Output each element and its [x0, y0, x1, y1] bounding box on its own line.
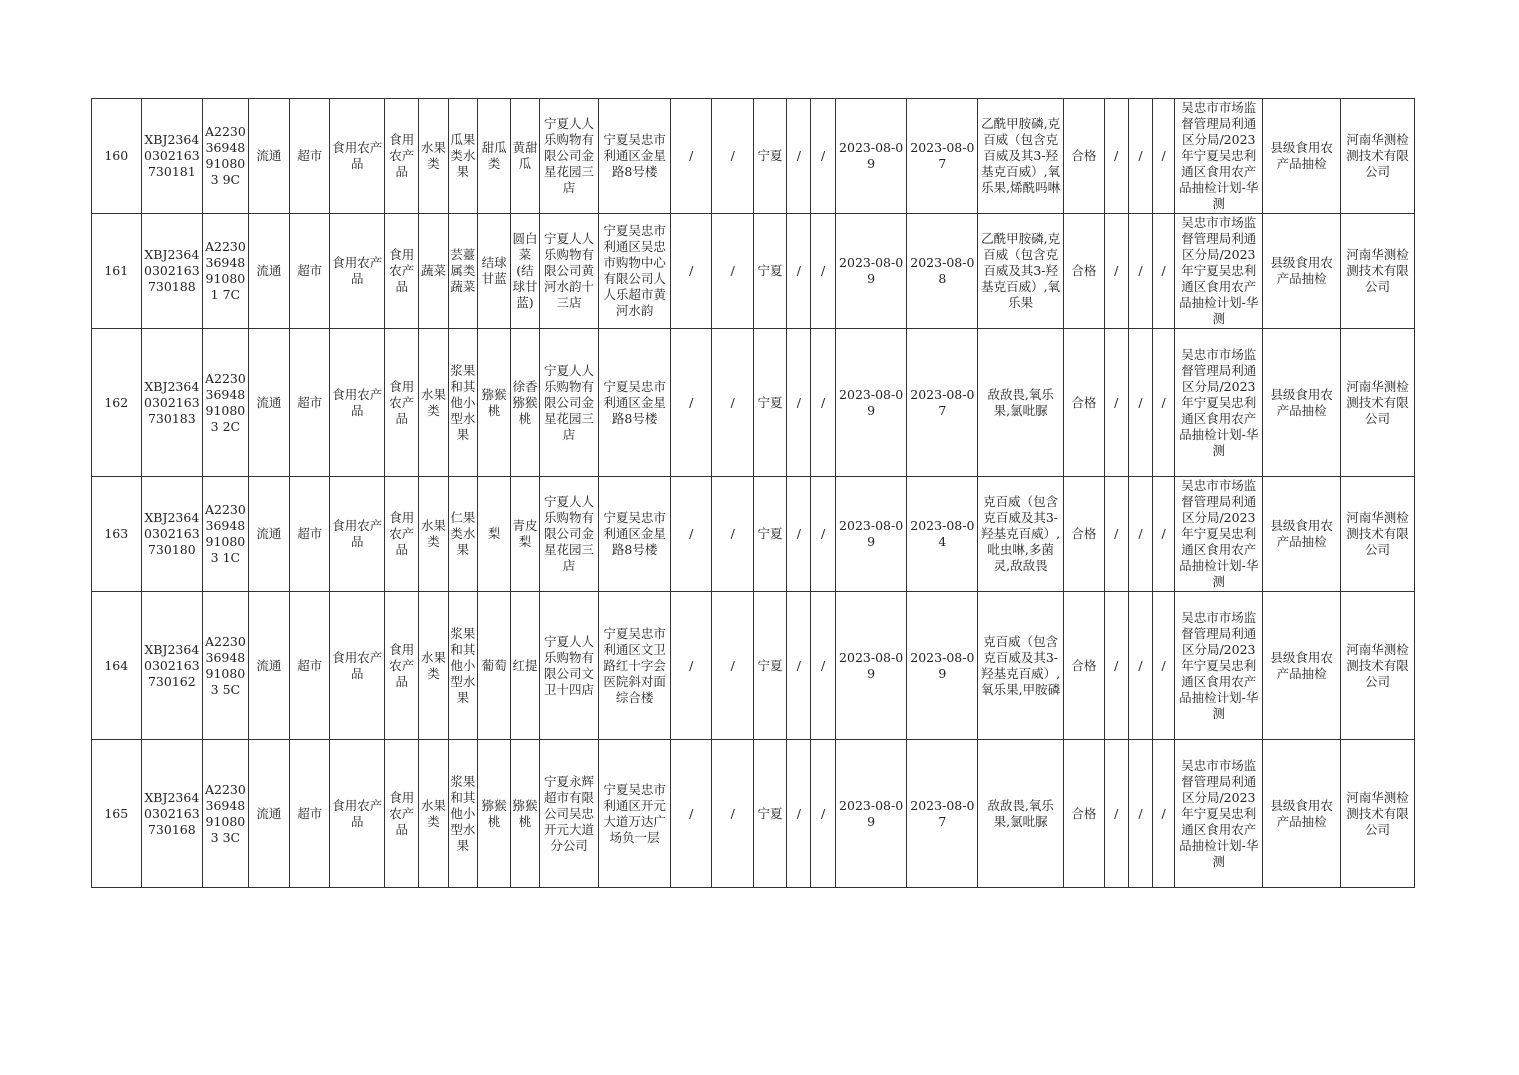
- blank-cell: /: [1153, 477, 1175, 592]
- production-date-cell: 2023-08-07: [907, 740, 978, 888]
- food-class-4-cell: 浆果和其他小型水果: [448, 329, 477, 477]
- brand-cell: /: [712, 477, 753, 592]
- link-cell: 流通: [248, 329, 289, 477]
- food-class-4-cell: 浆果和其他小型水果: [448, 592, 477, 740]
- seller-cell: 宁夏永辉超市有限公司吴忠开元大道分公司: [539, 740, 599, 888]
- result-cell: 合格: [1064, 592, 1104, 740]
- site-cell: 超市: [290, 740, 330, 888]
- blank-cell: /: [787, 477, 811, 592]
- origin-cell: 宁夏: [753, 592, 786, 740]
- blank-cell: /: [1104, 329, 1128, 477]
- sample-no-cell: XBJ23640302163730180: [141, 477, 203, 592]
- table-row: [92, 592, 1415, 740]
- blank-cell: /: [1104, 592, 1128, 740]
- food-class-1-cell: 食用农产品: [330, 592, 385, 740]
- blank-cell: /: [1128, 740, 1152, 888]
- blank-cell: /: [1153, 214, 1175, 329]
- test-items-cell: 敌敌畏,氧乐果,氯吡脲: [978, 329, 1064, 477]
- food-class-3-cell: 水果类: [419, 477, 448, 592]
- food-name-cell: 猕猴桃: [478, 329, 511, 477]
- blank-cell: /: [1104, 99, 1128, 214]
- lab-cell: 河南华测检测技术有限公司: [1341, 214, 1415, 329]
- lab-cell: 河南华测检测技术有限公司: [1341, 740, 1415, 888]
- lab-cell: 河南华测检测技术有限公司: [1341, 477, 1415, 592]
- food-name-cell: 结球甘蓝: [478, 214, 511, 329]
- table-row: [92, 477, 1415, 592]
- report-no-cell: A223036948910801 7C: [203, 214, 248, 329]
- sampling-type-cell: 县级食用农产品抽检: [1263, 99, 1341, 214]
- result-cell: 合格: [1064, 329, 1104, 477]
- blank-cell: /: [811, 99, 835, 214]
- sample-name-cell: 圆白菜(结球甘蓝): [511, 214, 539, 329]
- origin-cell: 宁夏: [753, 214, 786, 329]
- brand-cell: /: [712, 740, 753, 888]
- seller-address-cell: 宁夏吴忠市利通区吴忠市购物中心有限公司人人乐超市黄河水韵: [599, 214, 671, 329]
- plan-cell: 吴忠市市场监督管理局利通区分局/2023年宁夏吴忠利通区食用农产品抽检计划-华测: [1175, 740, 1263, 888]
- sampling-results-table: [91, 98, 1415, 888]
- sample-date-cell: 2023-08-09: [835, 740, 907, 888]
- blank-cell: /: [787, 329, 811, 477]
- sample-no-cell: XBJ23640302163730188: [141, 214, 203, 329]
- result-cell: 合格: [1064, 477, 1104, 592]
- food-name-cell: 甜瓜类: [478, 99, 511, 214]
- food-class-4-cell: 仁果类水果: [448, 477, 477, 592]
- sampling-type-cell: 县级食用农产品抽检: [1263, 329, 1341, 477]
- food-class-3-cell: 水果类: [419, 329, 448, 477]
- food-class-4-cell: 瓜果类水果: [448, 99, 477, 214]
- brand-cell: /: [712, 214, 753, 329]
- sampling-type-cell: 县级食用农产品抽检: [1263, 477, 1341, 592]
- seq-cell: 161: [92, 214, 142, 329]
- seller-cell: 宁夏人人乐购物有限公司金星花园三店: [539, 329, 599, 477]
- origin-cell: 宁夏: [753, 740, 786, 888]
- blank-cell: /: [787, 592, 811, 740]
- report-no-cell: A223036948910803 2C: [203, 329, 248, 477]
- spec-cell: /: [671, 477, 712, 592]
- plan-cell: 吴忠市市场监督管理局利通区分局/2023年宁夏吴忠利通区食用农产品抽检计划-华测: [1175, 99, 1263, 214]
- sampling-type-cell: 县级食用农产品抽检: [1263, 214, 1341, 329]
- sample-date-cell: 2023-08-09: [835, 329, 907, 477]
- food-name-cell: 猕猴桃: [478, 740, 511, 888]
- link-cell: 流通: [248, 214, 289, 329]
- sample-name-cell: 徐香猕猴桃: [511, 329, 539, 477]
- sample-no-cell: XBJ23640302163730181: [141, 99, 203, 214]
- blank-cell: /: [1153, 740, 1175, 888]
- production-date-cell: 2023-08-08: [907, 214, 978, 329]
- sample-no-cell: XBJ23640302163730168: [141, 740, 203, 888]
- blank-cell: /: [1104, 214, 1128, 329]
- seller-cell: 宁夏人人乐购物有限公司黄河水韵十三店: [539, 214, 599, 329]
- seller-address-cell: 宁夏吴忠市利通区文卫路红十字会医院斜对面综合楼: [599, 592, 671, 740]
- food-class-3-cell: 水果类: [419, 592, 448, 740]
- seller-address-cell: 宁夏吴忠市利通区开元大道万达广场负一层: [599, 740, 671, 888]
- report-no-cell: A223036948910803 3C: [203, 740, 248, 888]
- plan-cell: 吴忠市市场监督管理局利通区分局/2023年宁夏吴忠利通区食用农产品抽检计划-华测: [1175, 477, 1263, 592]
- site-cell: 超市: [290, 329, 330, 477]
- seller-address-cell: 宁夏吴忠市利通区金星路8号楼: [599, 99, 671, 214]
- brand-cell: /: [712, 592, 753, 740]
- test-items-cell: 乙酰甲胺磷,克百威（包含克百威及其3-羟基克百威）,氧乐果: [978, 214, 1064, 329]
- site-cell: 超市: [290, 214, 330, 329]
- food-class-1-cell: 食用农产品: [330, 740, 385, 888]
- seq-cell: 164: [92, 592, 142, 740]
- food-class-1-cell: 食用农产品: [330, 99, 385, 214]
- sampling-type-cell: 县级食用农产品抽检: [1263, 592, 1341, 740]
- site-cell: 超市: [290, 99, 330, 214]
- lab-cell: 河南华测检测技术有限公司: [1341, 592, 1415, 740]
- test-items-cell: 敌敌畏,氧乐果,氯吡脲: [978, 740, 1064, 888]
- blank-cell: /: [1104, 477, 1128, 592]
- sample-name-cell: 黄甜瓜: [511, 99, 539, 214]
- seller-cell: 宁夏人人乐购物有限公司金星花园三店: [539, 99, 599, 214]
- blank-cell: /: [811, 477, 835, 592]
- table-row: [92, 329, 1415, 477]
- table-row: [92, 99, 1415, 214]
- blank-cell: /: [811, 329, 835, 477]
- blank-cell: /: [1128, 592, 1152, 740]
- seller-address-cell: 宁夏吴忠市利通区金星路8号楼: [599, 329, 671, 477]
- link-cell: 流通: [248, 592, 289, 740]
- spec-cell: /: [671, 740, 712, 888]
- lab-cell: 河南华测检测技术有限公司: [1341, 99, 1415, 214]
- brand-cell: /: [712, 329, 753, 477]
- spec-cell: /: [671, 214, 712, 329]
- report-no-cell: A223036948910803 9C: [203, 99, 248, 214]
- food-class-1-cell: 食用农产品: [330, 329, 385, 477]
- seq-cell: 160: [92, 99, 142, 214]
- food-name-cell: 葡萄: [478, 592, 511, 740]
- blank-cell: /: [1153, 99, 1175, 214]
- food-class-4-cell: 芸薹属类蔬菜: [448, 214, 477, 329]
- production-date-cell: 2023-08-07: [907, 329, 978, 477]
- food-class-1-cell: 食用农产品: [330, 477, 385, 592]
- origin-cell: 宁夏: [753, 99, 786, 214]
- blank-cell: /: [1104, 740, 1128, 888]
- sample-name-cell: 红提: [511, 592, 539, 740]
- site-cell: 超市: [290, 477, 330, 592]
- plan-cell: 吴忠市市场监督管理局利通区分局/2023年宁夏吴忠利通区食用农产品抽检计划-华测: [1175, 329, 1263, 477]
- seller-cell: 宁夏人人乐购物有限公司文卫十四店: [539, 592, 599, 740]
- blank-cell: /: [787, 214, 811, 329]
- food-class-2-cell: 食用农产品: [385, 477, 419, 592]
- food-name-cell: 梨: [478, 477, 511, 592]
- seller-cell: 宁夏人人乐购物有限公司金星花园三店: [539, 477, 599, 592]
- food-class-2-cell: 食用农产品: [385, 99, 419, 214]
- link-cell: 流通: [248, 740, 289, 888]
- food-class-3-cell: 水果类: [419, 99, 448, 214]
- result-cell: 合格: [1064, 740, 1104, 888]
- sample-no-cell: XBJ23640302163730183: [141, 329, 203, 477]
- sample-date-cell: 2023-08-09: [835, 592, 907, 740]
- sample-date-cell: 2023-08-09: [835, 99, 907, 214]
- test-items-cell: 乙酰甲胺磷,克百威（包含克百威及其3-羟基克百威）,氧乐果,烯酰吗啉: [978, 99, 1064, 214]
- origin-cell: 宁夏: [753, 329, 786, 477]
- report-no-cell: A223036948910803 5C: [203, 592, 248, 740]
- production-date-cell: 2023-08-04: [907, 477, 978, 592]
- food-class-3-cell: 蔬菜: [419, 214, 448, 329]
- food-class-1-cell: 食用农产品: [330, 214, 385, 329]
- blank-cell: /: [1153, 592, 1175, 740]
- blank-cell: /: [1153, 329, 1175, 477]
- blank-cell: /: [1128, 214, 1152, 329]
- spec-cell: /: [671, 329, 712, 477]
- blank-cell: /: [787, 99, 811, 214]
- blank-cell: /: [1128, 99, 1152, 214]
- plan-cell: 吴忠市市场监督管理局利通区分局/2023年宁夏吴忠利通区食用农产品抽检计划-华测: [1175, 592, 1263, 740]
- sample-no-cell: XBJ23640302163730162: [141, 592, 203, 740]
- table-row: [92, 214, 1415, 329]
- seq-cell: 163: [92, 477, 142, 592]
- result-cell: 合格: [1064, 214, 1104, 329]
- food-class-2-cell: 食用农产品: [385, 214, 419, 329]
- seq-cell: 165: [92, 740, 142, 888]
- spec-cell: /: [671, 99, 712, 214]
- origin-cell: 宁夏: [753, 477, 786, 592]
- table-row: [92, 740, 1415, 888]
- blank-cell: /: [1128, 477, 1152, 592]
- result-cell: 合格: [1064, 99, 1104, 214]
- food-class-3-cell: 水果类: [419, 740, 448, 888]
- plan-cell: 吴忠市市场监督管理局利通区分局/2023年宁夏吴忠利通区食用农产品抽检计划-华测: [1175, 214, 1263, 329]
- blank-cell: /: [1128, 329, 1152, 477]
- spec-cell: /: [671, 592, 712, 740]
- food-class-2-cell: 食用农产品: [385, 592, 419, 740]
- report-no-cell: A223036948910803 1C: [203, 477, 248, 592]
- test-items-cell: 克百威（包含克百威及其3-羟基克百威）,吡虫啉,多菌灵,敌敌畏: [978, 477, 1064, 592]
- blank-cell: /: [811, 214, 835, 329]
- sample-name-cell: 猕猴桃: [511, 740, 539, 888]
- sample-name-cell: 青皮梨: [511, 477, 539, 592]
- seq-cell: 162: [92, 329, 142, 477]
- seller-address-cell: 宁夏吴忠市利通区金星路8号楼: [599, 477, 671, 592]
- sampling-type-cell: 县级食用农产品抽检: [1263, 740, 1341, 888]
- link-cell: 流通: [248, 477, 289, 592]
- blank-cell: /: [787, 740, 811, 888]
- blank-cell: /: [811, 592, 835, 740]
- test-items-cell: 克百威（包含克百威及其3-羟基克百威）,氧乐果,甲胺磷: [978, 592, 1064, 740]
- production-date-cell: 2023-08-07: [907, 99, 978, 214]
- lab-cell: 河南华测检测技术有限公司: [1341, 329, 1415, 477]
- site-cell: 超市: [290, 592, 330, 740]
- food-class-4-cell: 浆果和其他小型水果: [448, 740, 477, 888]
- link-cell: 流通: [248, 99, 289, 214]
- sample-date-cell: 2023-08-09: [835, 477, 907, 592]
- production-date-cell: 2023-08-09: [907, 592, 978, 740]
- blank-cell: /: [811, 740, 835, 888]
- brand-cell: /: [712, 99, 753, 214]
- sample-date-cell: 2023-08-09: [835, 214, 907, 329]
- food-class-2-cell: 食用农产品: [385, 740, 419, 888]
- food-class-2-cell: 食用农产品: [385, 329, 419, 477]
